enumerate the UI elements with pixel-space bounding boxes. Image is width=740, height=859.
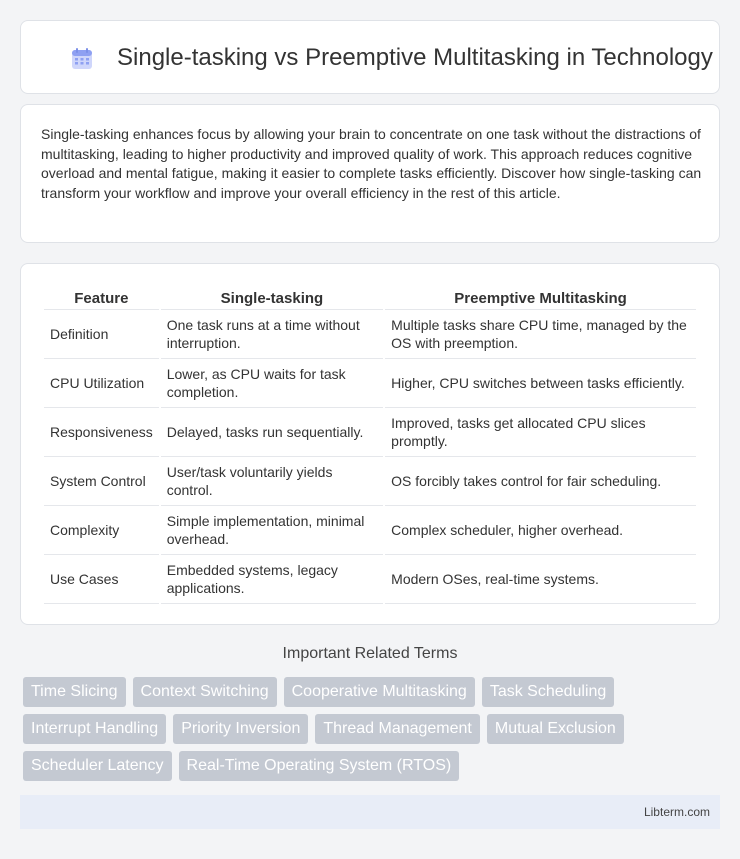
feature-cell: Complexity (44, 506, 159, 555)
comparison-table (42, 284, 698, 604)
tag-rtos[interactable]: Real-Time Operating System (RTOS) (179, 751, 460, 781)
preemptive-cell: Multiple tasks share CPU time, managed by the OS with preemption. (385, 310, 696, 359)
preemptive-cell: Higher, CPU switches between tasks efficiently. (385, 359, 696, 408)
tag-scheduler-latency[interactable]: Scheduler Latency (23, 751, 172, 781)
single-tasking-cell: One task runs at a time without interruption. (161, 310, 383, 359)
preemptive-cell: Modern OSes, real-time systems. (385, 555, 696, 604)
tag-thread-management[interactable]: Thread Management (315, 714, 480, 744)
table-row (44, 555, 696, 604)
page-title: Single-tasking vs Preemptive Multitasking in Technology (117, 44, 713, 71)
table-header-row (44, 284, 696, 310)
tag-row (23, 714, 723, 744)
feature-cell: System Control (44, 457, 159, 506)
tag-time-slicing[interactable]: Time Slicing (23, 677, 126, 707)
single-tasking-cell: Embedded systems, legacy applications. (161, 555, 383, 604)
calendar-icon (70, 47, 94, 71)
table-row (44, 457, 696, 506)
intro-paragraph: Single-tasking enhances focus by allowing your brain to concentrate on one task without the distractions of multitasking, leading to higher productivity and improved quality of work. This approach reduces cognitive overload and mental fatigue, making it easier to complete tasks efficiently. Discover how single-tasking can transform your workflow and improve your overall efficiency in the rest of this article. (41, 126, 702, 201)
feature-cell: Use Cases (44, 555, 159, 604)
single-tasking-cell: Simple implementation, minimal overhead. (161, 506, 383, 555)
preemptive-cell: OS forcibly takes control for fair scheduling. (385, 457, 696, 506)
preemptive-cell: Complex scheduler, higher overhead. (385, 506, 696, 555)
tag-priority-inversion[interactable]: Priority Inversion (173, 714, 308, 744)
tag-task-scheduling[interactable]: Task Scheduling (482, 677, 615, 707)
tag-row (23, 751, 723, 781)
feature-cell: Responsiveness (44, 408, 159, 457)
header-single-tasking: Single-tasking (161, 284, 383, 310)
single-tasking-cell: Lower, as CPU waits for task completion. (161, 359, 383, 408)
intro-card (20, 104, 720, 243)
tag-context-switching[interactable]: Context Switching (133, 677, 277, 707)
feature-cell: CPU Utilization (44, 359, 159, 408)
tag-cooperative-multitasking[interactable]: Cooperative Multitasking (284, 677, 475, 707)
tag-interrupt-handling[interactable]: Interrupt Handling (23, 714, 166, 744)
footer (20, 795, 720, 829)
tag-mutual-exclusion[interactable]: Mutual Exclusion (487, 714, 624, 744)
related-terms-list (23, 677, 723, 788)
header-feature: Feature (44, 284, 159, 310)
related-terms-heading: Important Related Terms (282, 645, 458, 662)
table-row (44, 408, 696, 457)
feature-cell: Definition (44, 310, 159, 359)
table-row (44, 506, 696, 555)
table-row (44, 310, 696, 359)
single-tasking-cell: Delayed, tasks run sequentially. (161, 408, 383, 457)
table-row (44, 359, 696, 408)
preemptive-cell: Improved, tasks get allocated CPU slices promptly. (385, 408, 696, 457)
header-preemptive-multitasking: Preemptive Multitasking (385, 284, 696, 310)
comparison-card (20, 263, 720, 625)
tag-row (23, 677, 723, 707)
single-tasking-cell: User/task voluntarily yields control. (161, 457, 383, 506)
footer-site-link[interactable]: Libterm.com (643, 805, 710, 819)
title-card (20, 20, 720, 94)
